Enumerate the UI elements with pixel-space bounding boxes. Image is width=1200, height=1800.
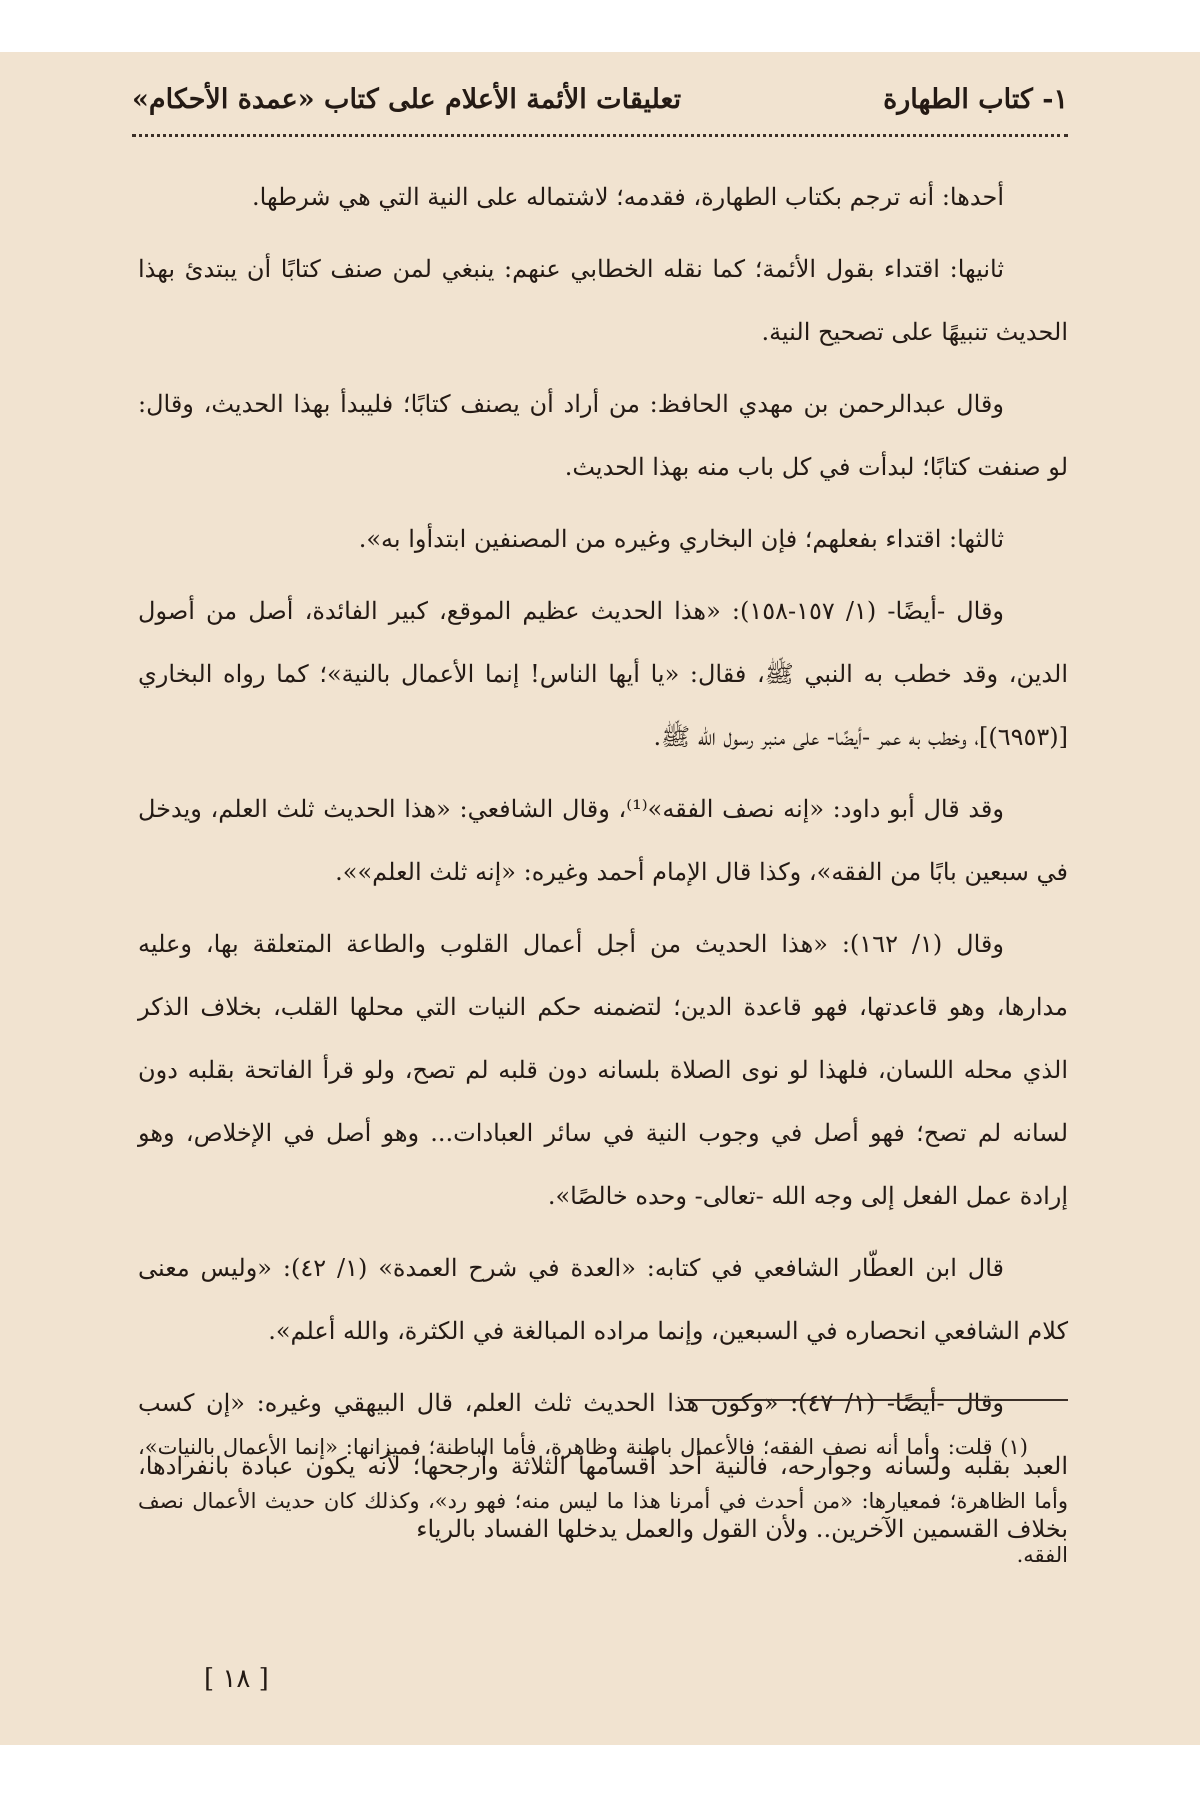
header-dotted-rule: [132, 134, 1068, 137]
paragraph-8: قال ابن العطّار الشافعي في كتابه: «العدة في شرح العمدة» (١/ ٤٢): «وليس معنى كلام الشافعي انحصاره في السبعين، وإنما مراده المبالغة في الكثرة، والله أعلم».: [138, 1254, 1068, 1345]
page-number: [ ١٨ ]: [204, 1664, 269, 1694]
chapter-title: ١- كتاب الطهارة: [883, 84, 1068, 115]
paragraph-1: أحدها: أنه ترجم بكتاب الطهارة، فقدمه؛ لاشتماله على النية التي هي شرطها.: [252, 183, 1004, 211]
footnote: [138, 1420, 1068, 1582]
main-text: [138, 166, 1068, 1570]
paragraph-4: ثالثها: اقتداء بفعلهم؛ فإن البخاري وغيره من المصنفين ابتدأوا به».: [358, 525, 1004, 553]
footnote-separator: [684, 1399, 1068, 1401]
running-header: [132, 78, 1068, 138]
paragraph-7: وقال (١/ ١٦٢): «هذا الحديث من أجل أعمال القلوب والطاعة المتعلقة بها، وعليه مدارها، وهو قاعدتها، فهو قاعدة الدين؛ لتضمنه حكم النيات التي محلها القلب، بخلاف الذكر الذي محله اللسان، فلهذا لو نوى الصلاة بلسانه دون قلبه لم تصح، ولو قرأ الفاتحة بقلبه دون لسانه لم تصح؛ فهو أصل في وجوب النية في سائر العبادات... وهو أصل في الإخلاص، وهو إرادة عمل الفعل إلى وجه الله -تعالى- وحده خالصًا».: [138, 930, 1068, 1210]
paragraph-3: وقال عبدالرحمن بن مهدي الحافظ: من أراد أن يصنف كتابًا؛ فليبدأ بهذا الحديث، وقال: لو صنفت كتابًا؛ لبدأت في كل باب منه بهذا الحديث.: [138, 390, 1068, 481]
book-title: تعليقات الأئمة الأعلام على كتاب «عمدة الأحكام»: [132, 84, 682, 115]
paragraph-5: وقال -أيضًا- (١/ ١٥٧-١٥٨): «هذا الحديث عظيم الموقع، كبير الفائدة، أصل من أصول الدين، وقد خطب به النبي ﷺ، فقال: «يا أيها الناس! إنما الأعمال بالنية»؛ كما رواه البخاري [(٦٩٥٣)]، وخطب به عمر -أيضًا- على منبر رسول الله ﷺ.: [138, 597, 1068, 751]
paragraph-6: وقد قال أبو داود: «إنه نصف الفقه»⁽¹⁾، وقال الشافعي: «هذا الحديث ثلث العلم، ويدخل في سبعين بابًا من الفقه»، وكذا قال الإمام أحمد وغيره: «إنه ثلث العلم»».: [138, 795, 1068, 886]
footnote-1: (١) قلت: وأما أنه نصف الفقه؛ فالأعمال باطنة وظاهرة، فأما الباطنة؛ فميزانها: «إنما الأعمال بالنيات»، وأما الظاهرة؛ فمعيارها: «من أحدث في أمرنا هذا ما ليس منه؛ فهو رد»، وكذلك كان حديث الأعمال نصف الفقه.: [138, 1435, 1068, 1567]
paragraph-2: ثانيها: اقتداء بقول الأئمة؛ كما نقله الخطابي عنهم: ينبغي لمن صنف كتابًا أن يبتدئ بهذا الحديث تنبيهًا على تصحيح النية.: [138, 255, 1068, 346]
paragraph-9: وقال -أيضًا- (١/ ٤٧): «وكون هذا الحديث ثلث العلم، قال البيهقي وغيره: «إن كسب العبد بقلبه ولسانه وجوارحه، فالنية أحد أقسامها الثلاثة وأرجحها؛ لأنه يكون عبادة بانفرادها، بخلاف القسمين الآخرين.. ولأن القول والعمل يدخلها الفساد بالرياء: [138, 1389, 1068, 1543]
book-page: [0, 52, 1200, 1745]
